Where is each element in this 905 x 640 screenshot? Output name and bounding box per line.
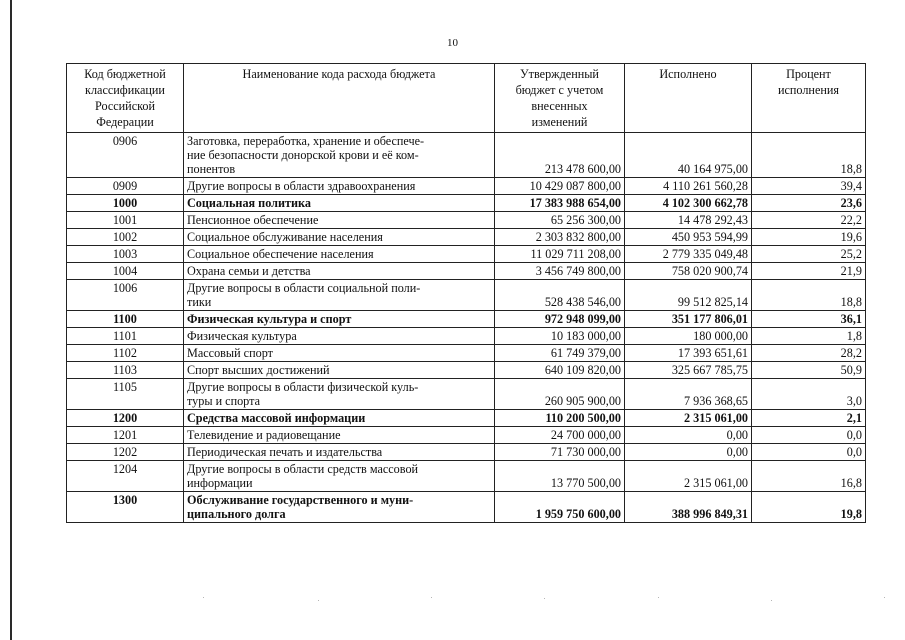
table-row	[67, 492, 866, 523]
cell-executed: 0,00	[625, 444, 752, 461]
cell-name-line: информации	[187, 476, 253, 490]
cell-name-line: Другие вопросы в области здравоохранения	[187, 179, 416, 193]
cell-approved: 213 478 600,00	[495, 133, 625, 178]
table-header	[67, 64, 866, 133]
cell-name	[184, 280, 495, 311]
cell-name-line: ципального долга	[187, 507, 286, 521]
cell-name-line: Физическая культура	[187, 329, 297, 343]
cell-percent: 2,1	[752, 410, 866, 427]
table-row	[67, 345, 866, 362]
cell-name-line: Другие вопросы в области социальной поли-	[187, 281, 421, 295]
cell-code: 1202	[67, 444, 184, 461]
cell-executed: 2 315 061,00	[625, 461, 752, 492]
cell-executed: 351 177 806,01	[625, 311, 752, 328]
scan-specks	[0, 596, 905, 608]
cell-name-line: понентов	[187, 162, 236, 176]
table-row	[67, 461, 866, 492]
cell-name	[184, 328, 495, 345]
cell-executed: 2 779 335 049,48	[625, 246, 752, 263]
cell-approved: 972 948 099,00	[495, 311, 625, 328]
cell-name-line: Социальное обслуживание населения	[187, 230, 383, 244]
cell-percent: 16,8	[752, 461, 866, 492]
cell-name	[184, 362, 495, 379]
cell-executed: 180 000,00	[625, 328, 752, 345]
cell-code: 1001	[67, 212, 184, 229]
cell-approved: 1 959 750 600,00	[495, 492, 625, 523]
scan-edge	[10, 0, 12, 640]
cell-executed: 0,00	[625, 427, 752, 444]
cell-code: 0906	[67, 133, 184, 178]
cell-name	[184, 461, 495, 492]
cell-code: 1200	[67, 410, 184, 427]
cell-approved: 10 183 000,00	[495, 328, 625, 345]
cell-percent: 0,0	[752, 427, 866, 444]
cell-name-line: Массовый спорт	[187, 346, 273, 360]
cell-name-line: Периодическая печать и издательства	[187, 445, 383, 459]
cell-executed: 450 953 594,99	[625, 229, 752, 246]
cell-approved: 260 905 900,00	[495, 379, 625, 410]
cell-name	[184, 444, 495, 461]
cell-approved: 3 456 749 800,00	[495, 263, 625, 280]
header-code: Код бюджетной классификации Российской Федерации	[67, 64, 184, 133]
cell-percent: 28,2	[752, 345, 866, 362]
cell-percent: 22,2	[752, 212, 866, 229]
table-row	[67, 133, 866, 178]
table-row	[67, 328, 866, 345]
cell-name-line: ние безопасности донорской крови и её ком-	[187, 148, 419, 162]
cell-approved: 24 700 000,00	[495, 427, 625, 444]
header-executed: Исполнено	[625, 64, 752, 133]
cell-percent: 3,0	[752, 379, 866, 410]
cell-name	[184, 410, 495, 427]
cell-code: 1003	[67, 246, 184, 263]
cell-name	[184, 246, 495, 263]
cell-name-line: Спорт высших достижений	[187, 363, 330, 377]
cell-executed: 40 164 975,00	[625, 133, 752, 178]
cell-executed: 17 393 651,61	[625, 345, 752, 362]
cell-name-line: Другие вопросы в области физической куль-	[187, 380, 419, 394]
cell-name-line: тики	[187, 295, 212, 309]
cell-percent: 21,9	[752, 263, 866, 280]
header-percent: Процент исполнения	[752, 64, 866, 133]
cell-code: 1100	[67, 311, 184, 328]
cell-percent: 23,6	[752, 195, 866, 212]
cell-percent: 39,4	[752, 178, 866, 195]
cell-executed: 2 315 061,00	[625, 410, 752, 427]
cell-name	[184, 311, 495, 328]
cell-percent: 18,8	[752, 280, 866, 311]
table-row	[67, 379, 866, 410]
cell-name	[184, 212, 495, 229]
table-row	[67, 427, 866, 444]
cell-name-line: Телевидение и радиовещание	[187, 428, 341, 442]
table-row	[67, 444, 866, 461]
cell-name	[184, 345, 495, 362]
cell-name-line: туры и спорта	[187, 394, 260, 408]
cell-name-line: Обслуживание государственного и муни-	[187, 493, 414, 507]
cell-code: 1300	[67, 492, 184, 523]
cell-approved: 528 438 546,00	[495, 280, 625, 311]
table-row	[67, 246, 866, 263]
cell-name	[184, 195, 495, 212]
cell-code: 1000	[67, 195, 184, 212]
header-name: Наименование кода расхода бюджета	[184, 64, 495, 133]
cell-approved: 110 200 500,00	[495, 410, 625, 427]
cell-percent: 19,6	[752, 229, 866, 246]
cell-code: 1004	[67, 263, 184, 280]
cell-name-line: Социальная политика	[187, 196, 311, 210]
table-row	[67, 311, 866, 328]
cell-code: 1006	[67, 280, 184, 311]
cell-executed: 758 020 900,74	[625, 263, 752, 280]
cell-approved: 11 029 711 208,00	[495, 246, 625, 263]
cell-name	[184, 229, 495, 246]
cell-name	[184, 263, 495, 280]
cell-approved: 61 749 379,00	[495, 345, 625, 362]
cell-percent: 18,8	[752, 133, 866, 178]
cell-approved: 640 109 820,00	[495, 362, 625, 379]
table-row	[67, 229, 866, 246]
cell-name-line: Охрана семьи и детства	[187, 264, 311, 278]
cell-name	[184, 492, 495, 523]
cell-code: 1105	[67, 379, 184, 410]
cell-name-line: Заготовка, переработка, хранение и обеспече-	[187, 134, 425, 148]
cell-code: 1201	[67, 427, 184, 444]
cell-name	[184, 178, 495, 195]
cell-executed: 7 936 368,65	[625, 379, 752, 410]
cell-name	[184, 379, 495, 410]
cell-code: 1102	[67, 345, 184, 362]
table-row	[67, 178, 866, 195]
cell-approved: 17 383 988 654,00	[495, 195, 625, 212]
cell-code: 1204	[67, 461, 184, 492]
cell-executed: 4 102 300 662,78	[625, 195, 752, 212]
cell-code: 1103	[67, 362, 184, 379]
cell-name-line: Социальное обеспечение населения	[187, 247, 374, 261]
cell-percent: 0,0	[752, 444, 866, 461]
cell-percent: 19,8	[752, 492, 866, 523]
table-row	[67, 280, 866, 311]
cell-approved: 65 256 300,00	[495, 212, 625, 229]
cell-percent: 1,8	[752, 328, 866, 345]
header-approved: Утвержденный бюджет с учетом внесенных изменений	[495, 64, 625, 133]
cell-name-line: Средства массовой информации	[187, 411, 366, 425]
cell-percent: 36,1	[752, 311, 866, 328]
cell-code: 0909	[67, 178, 184, 195]
cell-approved: 71 730 000,00	[495, 444, 625, 461]
cell-name	[184, 427, 495, 444]
cell-name-line: Физическая культура и спорт	[187, 312, 352, 326]
cell-executed: 325 667 785,75	[625, 362, 752, 379]
table-row	[67, 195, 866, 212]
cell-approved: 13 770 500,00	[495, 461, 625, 492]
table-row	[67, 362, 866, 379]
cell-approved: 10 429 087 800,00	[495, 178, 625, 195]
cell-name	[184, 133, 495, 178]
cell-percent: 50,9	[752, 362, 866, 379]
cell-approved: 2 303 832 800,00	[495, 229, 625, 246]
cell-name-line: Пенсионное обеспечение	[187, 213, 319, 227]
table-row	[67, 263, 866, 280]
cell-executed: 14 478 292,43	[625, 212, 752, 229]
cell-executed: 4 110 261 560,28	[625, 178, 752, 195]
cell-code: 1002	[67, 229, 184, 246]
table-row	[67, 212, 866, 229]
cell-name-line: Другие вопросы в области средств массовой	[187, 462, 419, 476]
table-row	[67, 410, 866, 427]
budget-table	[66, 63, 866, 523]
cell-code: 1101	[67, 328, 184, 345]
cell-executed: 388 996 849,31	[625, 492, 752, 523]
table-body	[67, 133, 866, 523]
page-number: 10	[447, 37, 458, 49]
cell-percent: 25,2	[752, 246, 866, 263]
cell-executed: 99 512 825,14	[625, 280, 752, 311]
